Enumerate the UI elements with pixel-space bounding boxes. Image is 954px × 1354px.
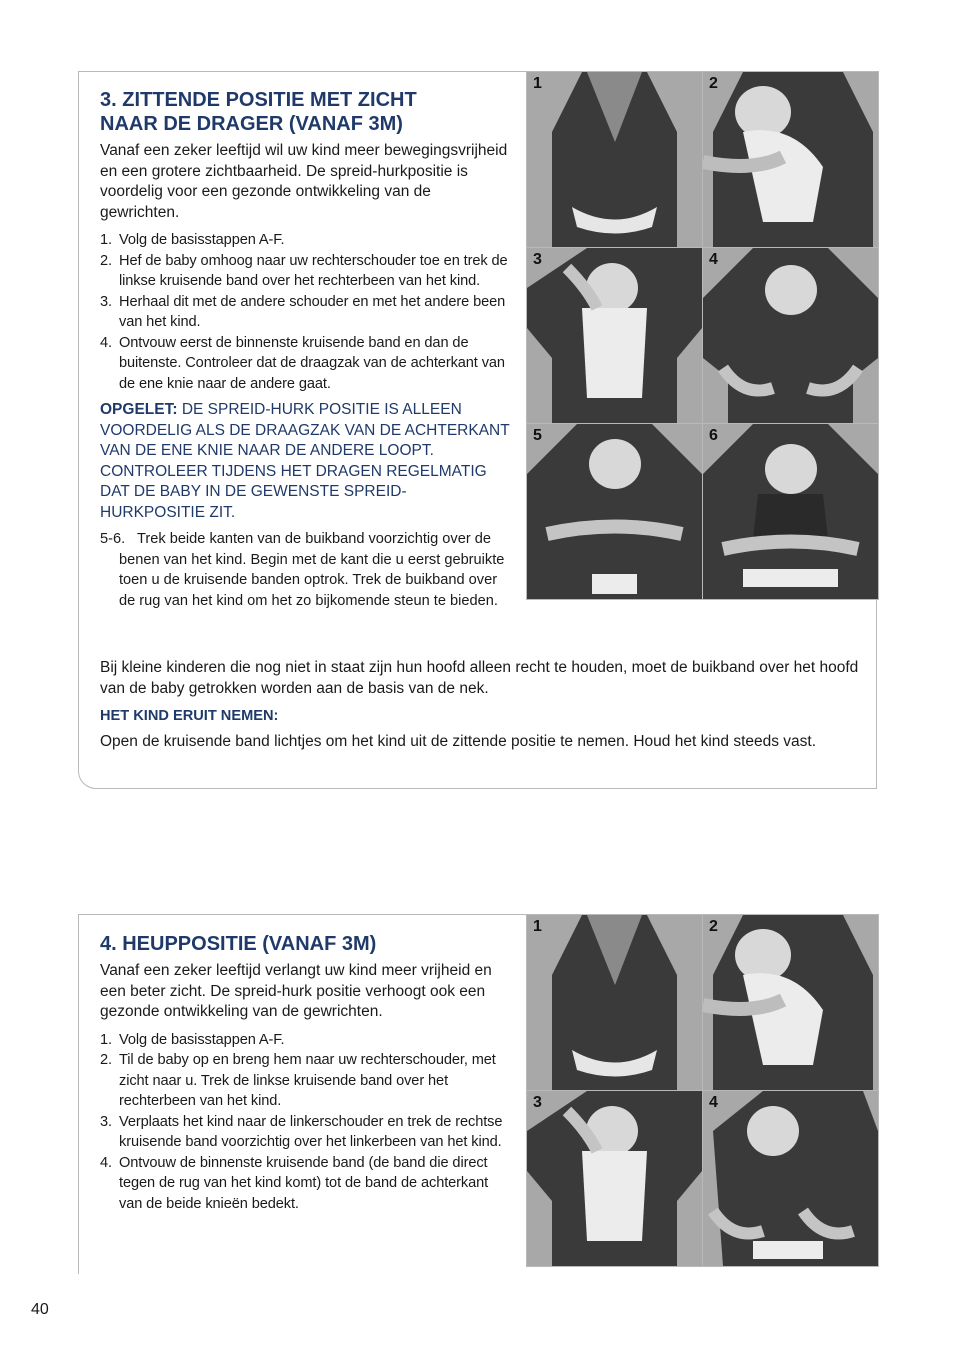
list-item: 4. Ontvouw de binnenste kruisende band (de band die direct tegen de rug van het kind komt) tot de band de achterkant van de beide knieën bedekt. <box>100 1154 489 1212</box>
section-seated-facing-in <box>78 71 877 789</box>
section3-steps <box>100 230 510 394</box>
photo-step-4: 4 <box>703 1091 878 1266</box>
carrier-photo-3 <box>527 248 702 423</box>
section4-photo-grid <box>526 914 879 1267</box>
photo-step-5: 5 <box>527 424 702 599</box>
section3-remove-heading: HET KIND ERUIT NEMEN: <box>100 708 279 724</box>
section4-text <box>100 932 510 1220</box>
carrier-photo-1 <box>527 915 702 1090</box>
section4-title: 4. HEUPPOSITIE (VANAF 3M) <box>100 933 377 955</box>
photo-step-1: 1 <box>527 72 702 247</box>
list-item: 4. Ontvouw eerst de binnenste kruisende band en dan de buitenste. Controleer dat de draagzak van de achterkant van de ene knie naar de andere gaat. <box>100 334 505 392</box>
section3-intro: Vanaf een zeker leeftijd wil uw kind meer bewegingsvrijheid en een grotere zichtbaarheid. De spreid-hurkpositie is voordelig voor een gezonde ontwikkeling van de gewrichten. <box>100 142 508 221</box>
photo-step-4: 4 <box>703 248 878 423</box>
list-item: 3. Verplaats het kind naar de linkerschouder en trek de rechtse kruisende band voorzichtig over het linkerbeen van het kind. <box>100 1113 503 1150</box>
carrier-photo-2 <box>703 72 878 247</box>
list-item: 1. Volg de basisstappen A-F. <box>100 232 285 248</box>
carrier-photo-5 <box>527 424 702 599</box>
section3-step-5-6: 5-6. Trek beide kanten van de buikband voorzichtig over de benen van het kind. Begin met de kant die u eerst gebruikte toen u de kruisende banden optrok. Trek de buikband over de rug van het kind om het zo bijkomende steun te bieden. <box>100 531 505 609</box>
list-item: 2. Hef de baby omhoog naar uw rechterschouder toe en trek de linkse kruisende band over het rechterbeen van het kind. <box>100 252 508 289</box>
carrier-photo-3 <box>527 1091 702 1266</box>
section3-small-children-note: Bij kleine kinderen die nog niet in staat zijn hun hoofd alleen recht te houden, moet de buikband over het hoofd van de baby getrokken worden aan de basis van de nek. <box>100 659 859 697</box>
section4-steps <box>100 1030 510 1215</box>
carrier-photo-2 <box>703 915 878 1090</box>
section4-intro: Vanaf een zeker leeftijd verlangt uw kind meer vrijheid en een beter zicht. De spreid-hurk positie verhoogt ook een gezonde ontwikkeling van de gewrichten. <box>100 962 492 1020</box>
list-item: 3. Herhaal dit met de andere schouder en met het andere been van het kind. <box>100 293 506 330</box>
section3-text <box>100 88 510 611</box>
photo-step-6: 6 <box>703 424 878 599</box>
carrier-photo-6 <box>703 424 878 599</box>
section3-title: 3. ZITTENDE POSITIE MET ZICHT NAAR DE DRAGER (VANAF 3M) <box>100 89 417 135</box>
carrier-photo-4 <box>703 1091 878 1266</box>
carrier-photo-1 <box>527 72 702 247</box>
photo-step-3: 3 <box>527 1091 702 1266</box>
photo-step-2: 2 <box>703 72 878 247</box>
list-item: 2. Til de baby op en breng hem naar uw rechterschouder, met zicht naar u. Trek de linkse kruisende band over het rechterbeen van het kind. <box>100 1052 496 1109</box>
section3-photo-grid <box>526 71 879 600</box>
carrier-photo-4 <box>703 248 878 423</box>
photo-step-1: 1 <box>527 915 702 1090</box>
section-hip-position <box>78 914 877 1274</box>
photo-step-2: 2 <box>703 915 878 1090</box>
page-number: 40 <box>31 1301 49 1318</box>
section3-warning: OPGELET: DE SPREID-HURK POSITIE IS ALLEEN VOORDELIG ALS DE DRAAGZAK VAN DE ACHTERKANT VAN DE ENE KNIE NAAR DE ANDERE LOOPT. CONTROLEER TIJDENS HET DRAGEN REGELMATIG DAT DE BABY IN DE GEWENSTE SPREID-HURKPOSITIE ZIT. <box>100 401 510 521</box>
photo-step-3: 3 <box>527 248 702 423</box>
list-item: 1. Volg de basisstappen A-F. <box>100 1031 285 1048</box>
section3-remove-text: Open de kruisende band lichtjes om het kind uit de zittende positie te nemen. Houd het kind steeds vast. <box>100 733 817 750</box>
